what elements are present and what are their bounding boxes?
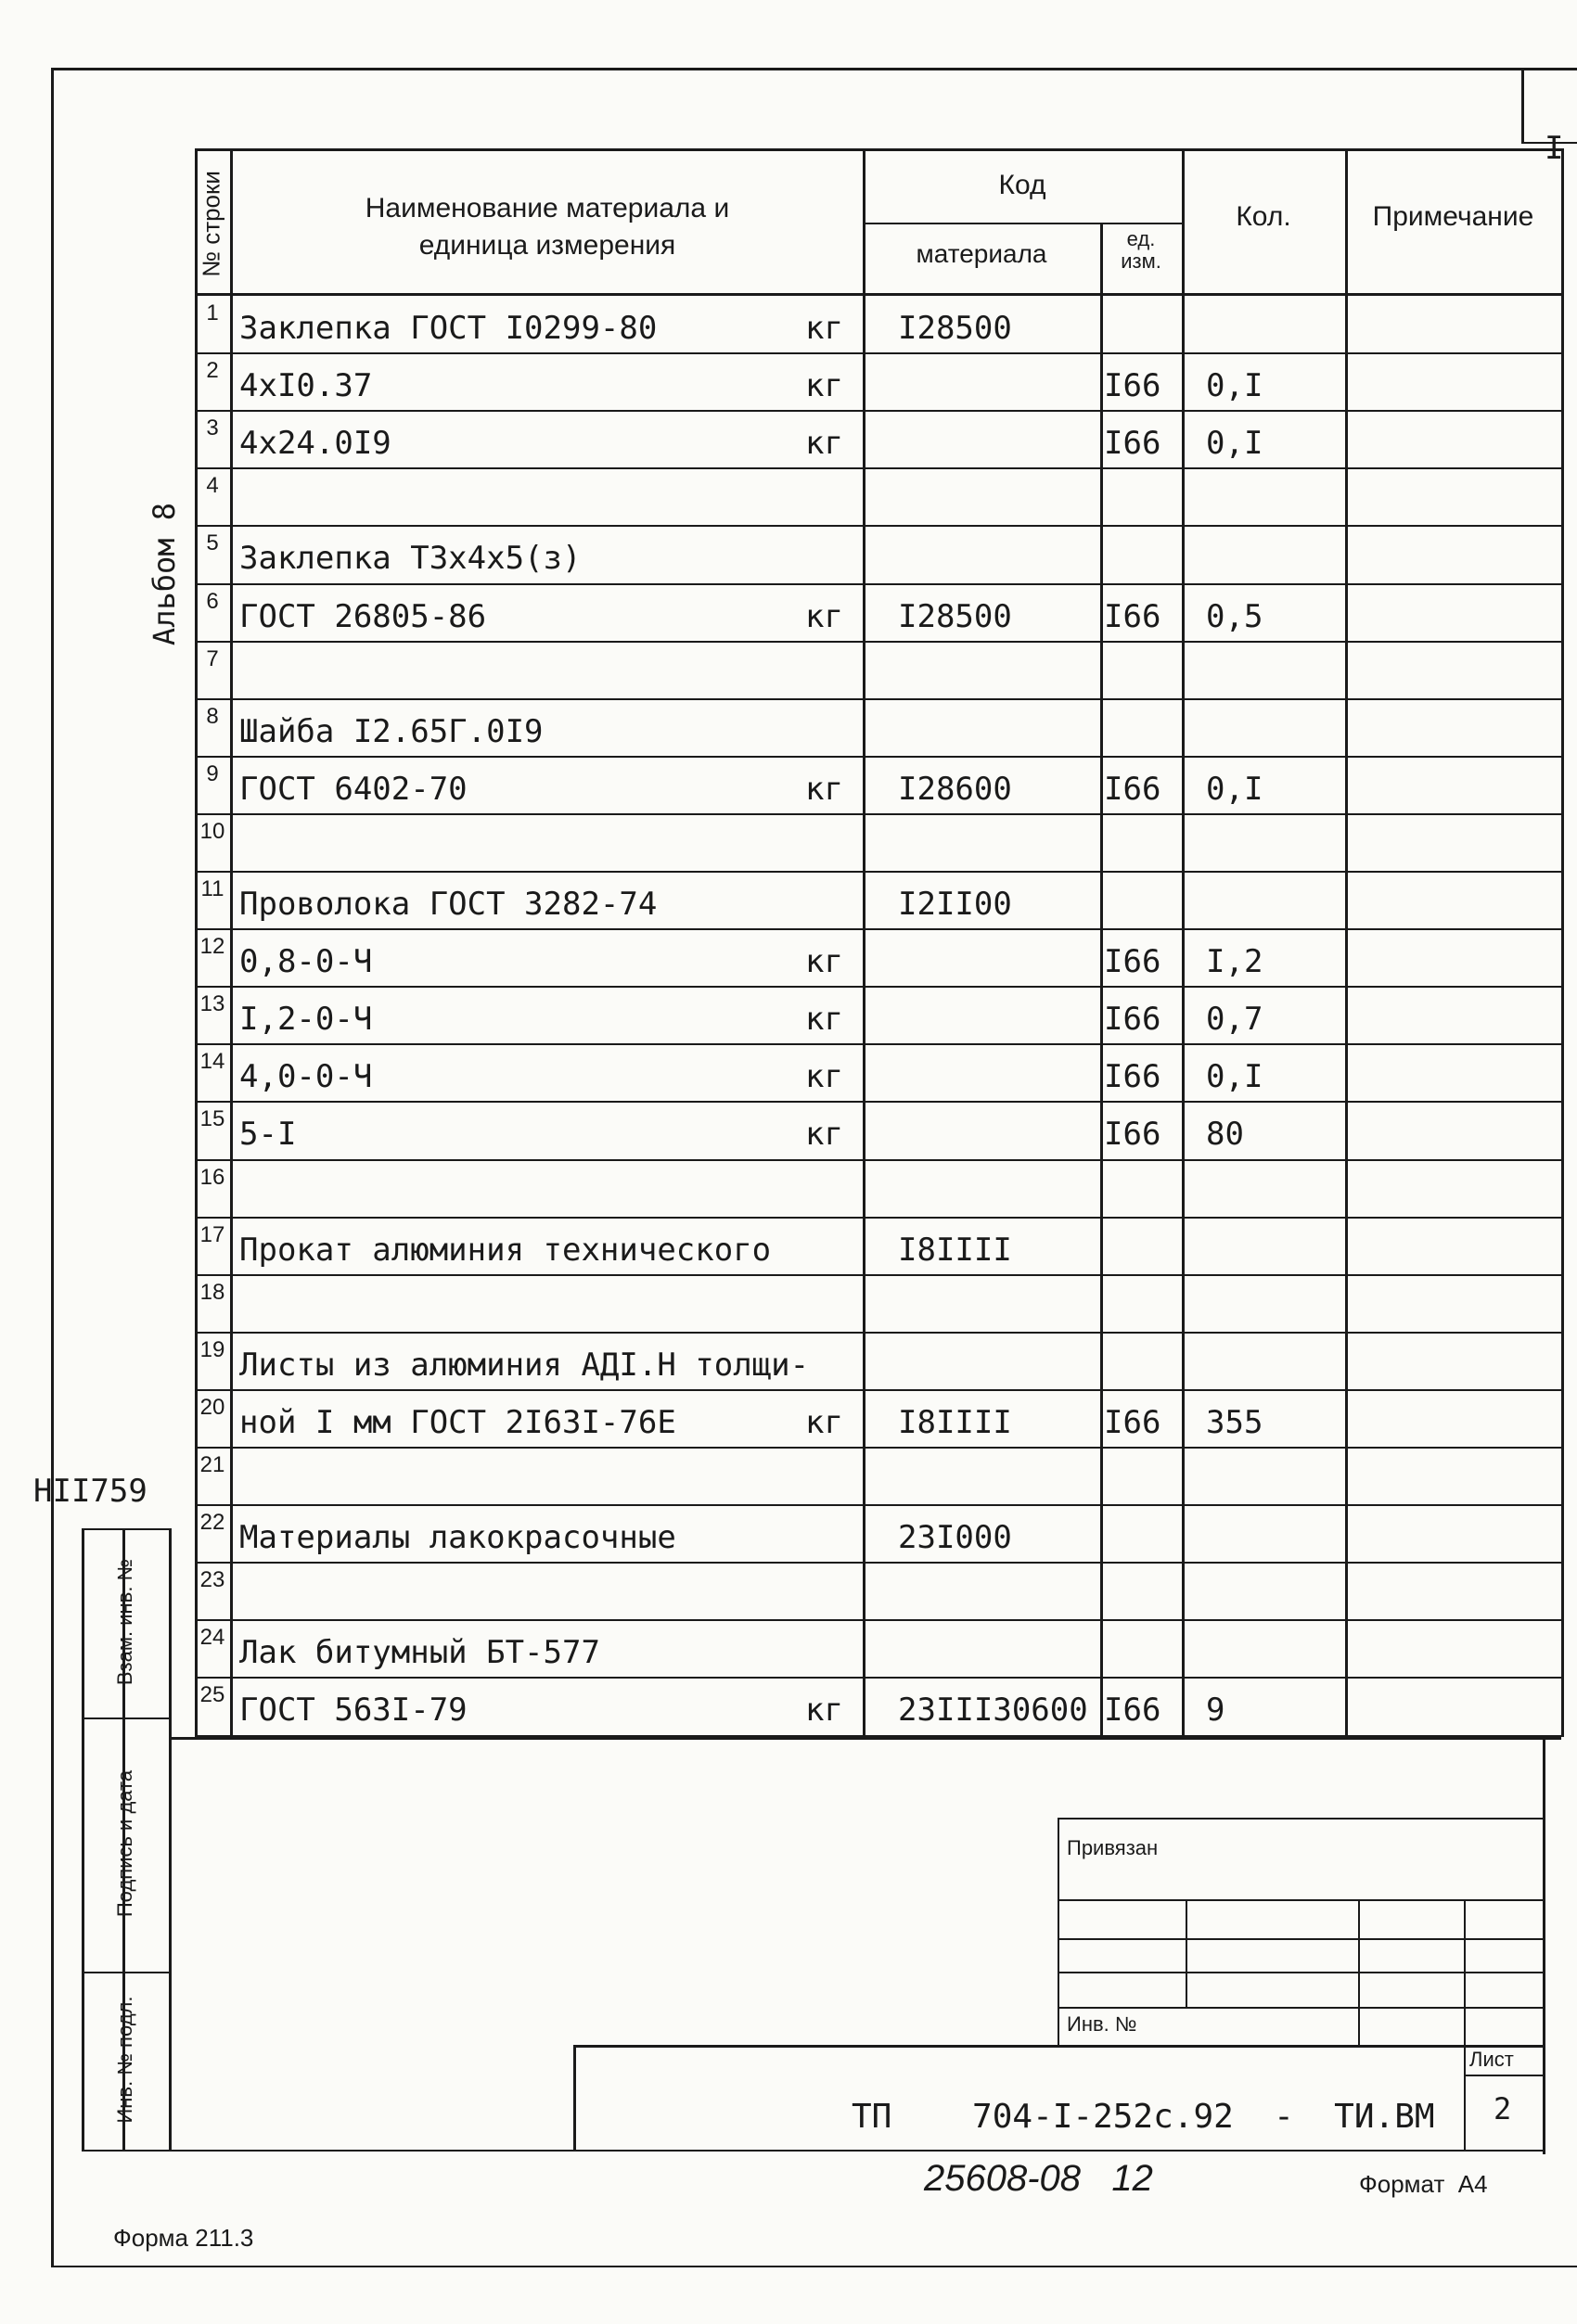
- row-divider: [195, 1677, 1561, 1679]
- row-name: ГОСТ 563I-79: [239, 1692, 468, 1730]
- sheet-label: Лист: [1469, 2048, 1514, 2071]
- row-unit-code: I66: [1104, 1001, 1161, 1039]
- frame-left: [51, 68, 54, 2266]
- row-name: Материалы лакокрасочные: [239, 1519, 676, 1557]
- row-unit: кг: [805, 310, 843, 347]
- priv-left: [1058, 1818, 1059, 2045]
- row-name: Лак битумный БТ-577: [239, 1634, 600, 1672]
- row-quantity: 0,I: [1206, 770, 1263, 808]
- row-material-code: 23I000: [898, 1519, 1012, 1557]
- strip-vzam-label: Взам. инв. №: [113, 1558, 136, 1686]
- frame-bottom: [51, 2266, 1577, 2267]
- header-qty: Кол.: [1236, 201, 1291, 232]
- row-number: 5: [206, 530, 219, 556]
- priv-line1: [1058, 1899, 1543, 1901]
- row-name: 0,8-0-Ч: [239, 943, 373, 981]
- title-block-top: [169, 1737, 1561, 1740]
- row-material-code: I8IIII: [898, 1403, 1012, 1441]
- row-material-code: I28600: [898, 770, 1012, 808]
- priv-col2: [1358, 1899, 1360, 2045]
- form-label: Форма 211.3: [113, 2224, 254, 2252]
- row-quantity: 0,I: [1206, 425, 1263, 463]
- corner-mark: I: [1545, 130, 1564, 167]
- row-quantity: 9: [1206, 1692, 1225, 1730]
- row-number: 18: [199, 1279, 225, 1305]
- format-label: Формат А4: [1359, 2170, 1488, 2198]
- header-name: [232, 190, 863, 264]
- table-col-1: [230, 148, 233, 1737]
- row-quantity: 355: [1206, 1403, 1263, 1441]
- side-album-label: Альбом 8: [147, 502, 183, 646]
- row-unit-code: I66: [1104, 1058, 1161, 1096]
- archive-number: 25608-08 12: [924, 2158, 1153, 2199]
- row-unit-code: I66: [1104, 770, 1161, 808]
- frame-right-top: [1521, 68, 1524, 142]
- sheet-div: [1464, 2075, 1543, 2076]
- row-number: 7: [206, 645, 219, 671]
- priv-line3: [1058, 1972, 1543, 1973]
- row-number: 12: [199, 934, 225, 960]
- row-name: 5-I: [239, 1116, 297, 1154]
- row-number: 6: [206, 588, 219, 614]
- priv-col1: [1186, 1899, 1187, 2007]
- strip-left: [82, 1528, 84, 2150]
- row-unit-code: I66: [1104, 943, 1161, 981]
- row-divider: [195, 928, 1561, 930]
- row-material-code: I2II00: [898, 886, 1012, 923]
- row-unit: кг: [805, 770, 843, 808]
- frame-top: [51, 68, 1577, 70]
- priv-col3: [1464, 1899, 1466, 2045]
- row-unit-code: I66: [1104, 367, 1161, 405]
- row-number: 10: [199, 818, 225, 844]
- sheet-number: 2: [1494, 2091, 1512, 2126]
- doc-row-top: [573, 2045, 1543, 2048]
- row-divider: [195, 1159, 1561, 1161]
- row-unit: кг: [805, 1692, 843, 1730]
- row-divider: [195, 1389, 1561, 1391]
- doc-left: [573, 2045, 576, 2150]
- row-unit: кг: [805, 367, 843, 405]
- row-unit: кг: [805, 597, 843, 635]
- bottom-line: [169, 2150, 1543, 2152]
- row-number: 17: [199, 1221, 225, 1247]
- row-divider: [195, 583, 1561, 585]
- row-divider: [195, 1619, 1561, 1621]
- row-name: ной I мм ГОСТ 2I63I-76Е: [239, 1403, 676, 1441]
- title-right: [1543, 1737, 1545, 2154]
- row-number: 3: [206, 415, 219, 441]
- code-subheader-line: [863, 223, 1182, 224]
- row-material-code: I28500: [898, 310, 1012, 347]
- row-number: 24: [199, 1625, 225, 1651]
- header-name-line1: Наименование материала и: [365, 193, 730, 223]
- row-divider: [195, 410, 1561, 412]
- header-code-material: материала: [916, 239, 1047, 268]
- row-name: Проволока ГОСТ 3282-74: [239, 886, 658, 923]
- row-name: Заклепка ГОСТ I0299-80: [239, 310, 658, 347]
- row-divider: [195, 467, 1561, 469]
- table-col-6: [1561, 148, 1564, 1737]
- row-quantity: 0,7: [1206, 1001, 1263, 1039]
- row-quantity: 80: [1206, 1116, 1244, 1154]
- row-material-code: 23III30600: [898, 1692, 1088, 1730]
- row-divider: [195, 1332, 1561, 1334]
- table-col-5: [1345, 148, 1348, 1737]
- row-divider: [195, 871, 1561, 873]
- row-divider: [195, 756, 1561, 758]
- row-divider: [195, 986, 1561, 988]
- sheet-left: [1464, 2045, 1466, 2150]
- row-number: 11: [200, 876, 224, 901]
- header-code: Код: [998, 170, 1046, 200]
- header-bottom: [195, 293, 1561, 296]
- row-name: 4x24.0I9: [239, 425, 391, 463]
- row-name: ГОСТ 26805-86: [239, 597, 487, 635]
- header-code-unit: [1100, 228, 1182, 273]
- priv-line4: [1058, 2007, 1543, 2009]
- strip-right: [169, 1528, 172, 2150]
- header-name-line2: единица измерения: [418, 230, 676, 261]
- row-unit-code: I66: [1104, 1116, 1161, 1154]
- row-number: 4: [206, 473, 219, 499]
- row-number: 9: [206, 760, 219, 786]
- row-divider: [195, 352, 1561, 354]
- row-number: 19: [199, 1336, 225, 1362]
- table-col-2: [863, 148, 865, 1737]
- row-name: 4,0-0-Ч: [239, 1058, 373, 1096]
- row-number: 14: [199, 1049, 225, 1075]
- row-unit: кг: [805, 1116, 843, 1154]
- row-number: 15: [199, 1106, 225, 1132]
- row-number: 2: [206, 358, 219, 384]
- row-quantity: 0,I: [1206, 1058, 1263, 1096]
- header-code-unit-line1: ед.: [1126, 227, 1156, 250]
- row-divider: [195, 1101, 1561, 1103]
- row-unit: кг: [805, 425, 843, 463]
- strip-podpis-label: Подпись и дата: [113, 1769, 136, 1918]
- privyazan-label: Привязан: [1067, 1836, 1159, 1859]
- row-number: 8: [206, 703, 219, 729]
- row-material-code: I28500: [898, 597, 1012, 635]
- row-divider: [195, 813, 1561, 815]
- row-number: 13: [199, 991, 225, 1017]
- document-code: ТП 704-I-252с.92 - ТИ.ВМ: [852, 2098, 1435, 2136]
- row-unit-code: I66: [1104, 1692, 1161, 1730]
- row-name: 4xI0.37: [239, 367, 373, 405]
- row-unit: кг: [805, 943, 843, 981]
- row-name: Прокат алюминия технического: [239, 1231, 772, 1269]
- row-divider: [195, 1562, 1561, 1564]
- table-col-3: [1100, 223, 1103, 1737]
- row-name: ГОСТ 6402-70: [239, 770, 468, 808]
- row-quantity: 0,I: [1206, 367, 1263, 405]
- row-unit-code: I66: [1104, 597, 1161, 635]
- row-number: 16: [199, 1164, 225, 1190]
- row-divider: [195, 1217, 1561, 1219]
- row-name: I,2-0-Ч: [239, 1001, 373, 1039]
- row-name: Заклепка Т3x4x5(з): [239, 540, 582, 578]
- header-row-no: № строки: [197, 171, 225, 277]
- header-note: Примечание: [1372, 201, 1534, 232]
- side-inv-number: НII759: [33, 1473, 147, 1510]
- strip-inv-podl-label: Инв. № подл.: [113, 1996, 136, 2124]
- row-divider: [195, 1274, 1561, 1276]
- row-number: 22: [199, 1510, 225, 1536]
- row-name: Листы из алюминия АДI.Н толщи-: [239, 1346, 810, 1384]
- row-divider: [195, 525, 1561, 527]
- row-material-code: I8IIII: [898, 1231, 1012, 1269]
- priv-top: [1058, 1818, 1543, 1820]
- row-unit-code: I66: [1104, 1403, 1161, 1441]
- strip-top: [82, 1528, 169, 1530]
- inv-no-label: Инв. №: [1067, 2012, 1137, 2036]
- row-unit-code: I66: [1104, 425, 1161, 463]
- row-unit: кг: [805, 1058, 843, 1096]
- row-unit: кг: [805, 1001, 843, 1039]
- row-name: Шайба I2.65Г.0I9: [239, 712, 544, 750]
- header-code-unit-line2: изм.: [1121, 249, 1161, 273]
- strip-div1: [82, 1717, 169, 1719]
- row-unit: кг: [805, 1403, 843, 1441]
- row-divider: [195, 641, 1561, 643]
- row-divider: [195, 1504, 1561, 1506]
- row-number: 1: [206, 300, 219, 326]
- row-divider: [195, 1043, 1561, 1045]
- table-top: [195, 148, 1561, 151]
- row-divider: [195, 1447, 1561, 1449]
- row-quantity: 0,5: [1206, 597, 1263, 635]
- row-number: 25: [199, 1682, 225, 1708]
- row-divider: [195, 698, 1561, 700]
- row-number: 23: [199, 1567, 225, 1593]
- row-number: 20: [199, 1394, 225, 1420]
- priv-line2: [1058, 1938, 1543, 1940]
- row-number: 21: [199, 1452, 225, 1477]
- table-col-4: [1182, 148, 1185, 1737]
- row-quantity: I,2: [1206, 943, 1263, 981]
